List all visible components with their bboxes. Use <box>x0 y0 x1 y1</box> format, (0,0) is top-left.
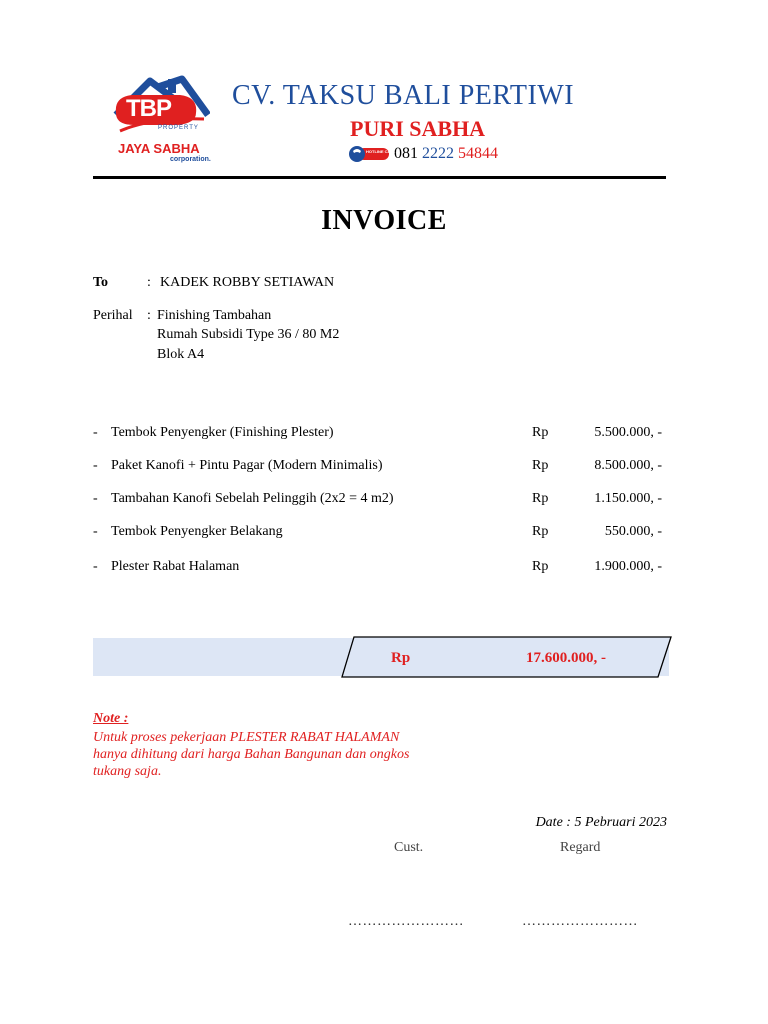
item-currency: Rp <box>532 458 549 473</box>
regard-label: Regard <box>560 840 601 855</box>
logo-suffix: corporation. <box>170 156 211 163</box>
note-line: tukang saja. <box>93 764 162 779</box>
phone-prefix: 081 <box>394 145 418 162</box>
to-label: To <box>93 275 109 290</box>
hotline-icon <box>348 145 396 163</box>
item-amount: 5.500.000, - <box>594 425 662 440</box>
header-divider <box>93 176 666 179</box>
note-label: Note : <box>93 711 129 726</box>
to-colon: : <box>147 275 151 290</box>
item-currency: Rp <box>532 559 549 574</box>
item-description: Tambahan Kanofi Sebelah Pelinggih (2x2 = 4 m2) <box>111 491 394 506</box>
phone-row <box>348 145 498 163</box>
item-description: Plester Rabat Halaman <box>111 559 240 574</box>
hotline-label: HOTLINE CALL <box>366 149 396 154</box>
item-dash: - <box>93 425 98 440</box>
regard-signature-line: …………………… <box>522 914 638 929</box>
company-subtitle: PURI SABHA <box>350 116 486 141</box>
item-amount: 1.150.000, - <box>594 491 662 506</box>
perihal-line: Finishing Tambahan <box>157 308 272 323</box>
item-dash: - <box>93 458 98 473</box>
company-logo <box>112 75 210 167</box>
item-amount: 8.500.000, - <box>594 458 662 473</box>
cust-signature-line: …………………… <box>348 914 464 929</box>
item-description: Paket Kanofi + Pintu Pagar (Modern Minimalis) <box>111 458 383 473</box>
item-currency: Rp <box>532 425 549 440</box>
item-currency: Rp <box>532 491 549 506</box>
invoice-date: Date : 5 Pebruari 2023 <box>535 815 667 830</box>
invoice-title: INVOICE <box>321 205 447 236</box>
item-amount: 1.900.000, - <box>594 559 662 574</box>
note-line: hanya dihitung dari harga Bahan Bangunan dan ongkos <box>93 747 410 762</box>
logo-tagline: PROPERTY <box>158 125 199 131</box>
item-dash: - <box>93 524 98 539</box>
cust-label: Cust. <box>394 840 424 855</box>
perihal-line: Blok A4 <box>157 347 205 362</box>
phone-last: 54844 <box>458 145 498 162</box>
note-line: Untuk proses pekerjaan PLESTER RABAT HALAMAN <box>93 730 400 745</box>
perihal-label: Perihal <box>93 308 133 323</box>
total-currency: Rp <box>391 650 411 666</box>
logo-name: JAYA SABHA <box>118 141 200 156</box>
perihal-line: Rumah Subsidi Type 36 / 80 M2 <box>157 327 340 342</box>
item-dash: - <box>93 491 98 506</box>
phone-middle: 2222 <box>422 145 454 162</box>
item-description: Tembok Penyengker (Finishing Plester) <box>111 425 334 440</box>
to-value: KADEK ROBBY SETIAWAN <box>160 275 335 290</box>
item-description: Tembok Penyengker Belakang <box>111 524 283 539</box>
item-currency: Rp <box>532 524 549 539</box>
item-amount: 550.000, - <box>604 524 662 539</box>
total-box <box>340 636 672 678</box>
company-name: CV. TAKSU BALI PERTIWI <box>232 80 575 111</box>
perihal-colon: : <box>147 308 151 323</box>
item-dash: - <box>93 559 98 574</box>
total-amount: 17.600.000, - <box>526 650 606 666</box>
logo-brand: TBP <box>126 95 171 122</box>
